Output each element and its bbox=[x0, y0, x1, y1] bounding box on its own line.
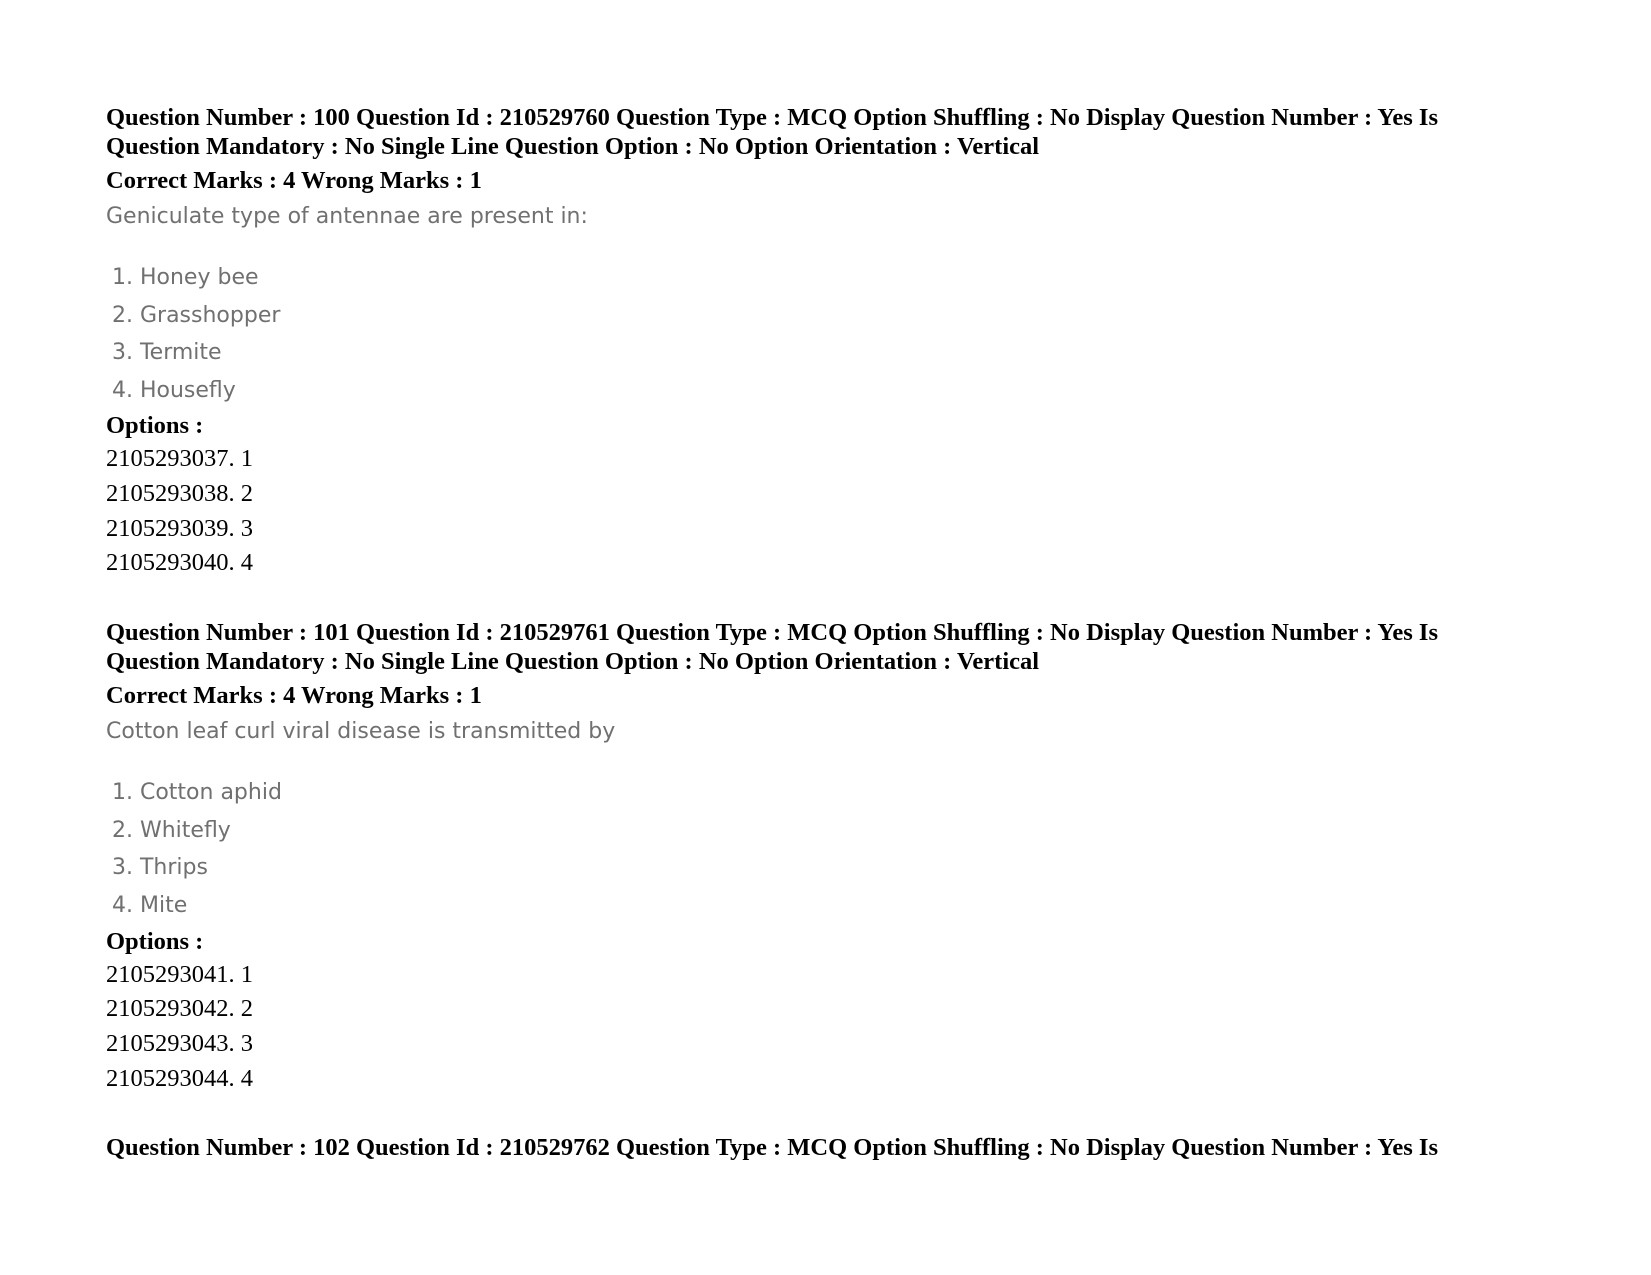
question-image bbox=[106, 716, 1586, 924]
question-block-102 bbox=[106, 1134, 1586, 1163]
question-choice: 1. Cotton aphid bbox=[112, 780, 282, 806]
option-row: 2105293040. 4 bbox=[106, 549, 253, 577]
question-choice: 2. Grasshopper bbox=[112, 302, 281, 328]
question-metadata-line-1: Question Number : 100 Question Id : 210529760 Question Type : MCQ Option Shuffling : No Display Question Number : Yes Is bbox=[106, 104, 1438, 131]
question-block-100 bbox=[106, 104, 1586, 581]
options-label: Options : bbox=[106, 412, 204, 440]
question-choice: 2. Whitefly bbox=[112, 817, 231, 843]
question-block-101 bbox=[106, 619, 1586, 1096]
question-text: Geniculate type of antennae are present in: bbox=[106, 204, 588, 229]
question-metadata-line-1: Question Number : 101 Question Id : 210529761 Question Type : MCQ Option Shuffling : No Display Question Number : Yes Is bbox=[106, 619, 1438, 647]
question-choices bbox=[106, 259, 1586, 409]
question-image bbox=[106, 201, 1586, 409]
option-row: 2105293044. 4 bbox=[106, 1064, 253, 1092]
question-choices bbox=[106, 774, 1586, 924]
marks-info: Correct Marks : 4 Wrong Marks : 1 bbox=[106, 167, 482, 194]
question-metadata bbox=[106, 104, 1586, 161]
question-choice: 4. Housefly bbox=[112, 377, 236, 403]
option-row: 2105293039. 3 bbox=[106, 514, 253, 542]
question-paper bbox=[106, 104, 1586, 1163]
question-choice: 4. Mite bbox=[112, 892, 188, 918]
question-choice: 3. Thrips bbox=[112, 855, 208, 881]
option-row: 2105293041. 1 bbox=[106, 960, 253, 988]
question-choice: 3. Termite bbox=[112, 340, 222, 366]
question-metadata bbox=[106, 1134, 1586, 1163]
option-row: 2105293037. 1 bbox=[106, 445, 253, 473]
question-metadata-line-1: Question Number : 102 Question Id : 210529762 Question Type : MCQ Option Shuffling : No Display Question Number : Yes Is bbox=[106, 1134, 1438, 1162]
option-row: 2105293042. 2 bbox=[106, 995, 253, 1023]
question-metadata-line-2: Question Mandatory : No Single Line Question Option : No Option Orientation : Vertical bbox=[106, 132, 1040, 160]
question-metadata-line-2: Question Mandatory : No Single Line Question Option : No Option Orientation : Vertical bbox=[106, 647, 1040, 675]
option-row: 2105293043. 3 bbox=[106, 1029, 253, 1057]
question-choice: 1. Honey bee bbox=[112, 265, 259, 290]
option-row: 2105293038. 2 bbox=[106, 480, 253, 508]
question-text: Cotton leaf curl viral disease is transmitted by bbox=[106, 719, 616, 745]
question-metadata bbox=[106, 619, 1586, 676]
options-label: Options : bbox=[106, 927, 204, 955]
marks-info: Correct Marks : 4 Wrong Marks : 1 bbox=[106, 682, 482, 710]
